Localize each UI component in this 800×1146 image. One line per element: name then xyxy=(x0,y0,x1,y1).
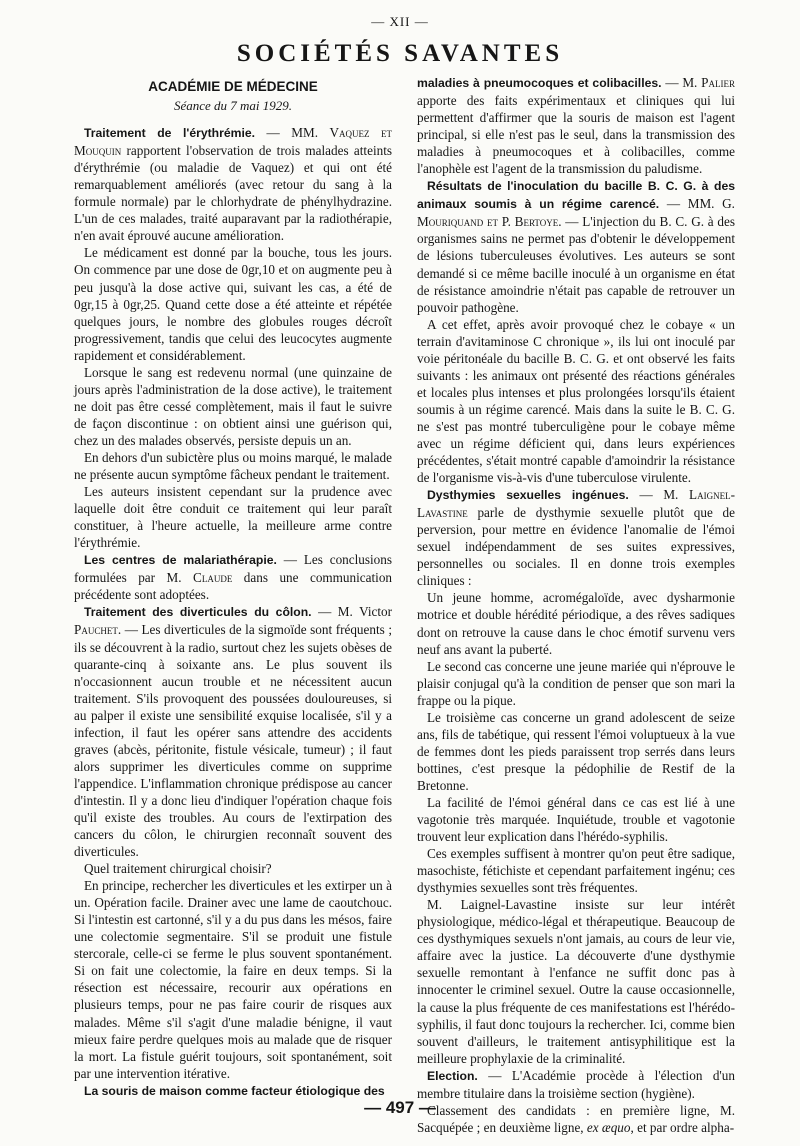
page-header-roman: — XII — xyxy=(371,14,429,29)
article-bcg-p2: A cet effet, après avoir provoqué chez le cobaye « un terrain d'avitaminose C chronique », ils lui ont inoculé par voie péritonéale du bacille B. C. G. et ont observé les faits suivants : les animaux ont présenté des réactions générales et locales plus intenses et plus prolongées lorsqu'ils étaient soumis à un régime carencé. Mais dans la suite le B. C. G. ne s'est pas montré tuberculigène pour le cobaye même avec un régime déficient qui, dans leurs expériences précédentes, s'était montré capable d'amoindrir la résistance de l'organisme vis-à-vis d'une tuberculose virulente. xyxy=(417,316,735,486)
article-heading: Les centres de malariathérapie. xyxy=(84,553,277,568)
section-subtitle: Séance du 7 mai 1929. xyxy=(173,98,293,114)
article-authors: Palier xyxy=(701,75,736,90)
article-text-italic: ex æquo xyxy=(586,1119,631,1135)
article-lead: — MM. G. xyxy=(659,196,735,212)
article-text: — L'injection du B. C. G. à des organismes sains ne permet pas d'obtenir le développement de lésions tuberculeuses évolutives. Les auteurs se sont demandé si ce même bacille inoculé à un organisme en état de résistance amoindrie n'était pas capable de retrouver un pouvoir pathogène. xyxy=(417,214,735,315)
article-heading: Election. xyxy=(427,1068,478,1083)
article-authors: Vaquez et Mouquin xyxy=(74,125,393,159)
article-text: — Les diverticules de la sigmoïde sont fréquents ; ils se découvrent à la radio, surtout chez les sujets obèses de quarante-cinq à soixante ans. Le plus souvent ils n'occasionnent aucun trouble et ne nécessitent aucun traitement. S'ils provoquent des poussées douloureuses, si au palper il existe une sensibilité exquise localisée, s'il y a infection, il faut les opérer sans attendre des accidents graves (abcès, péritonite, fistule vésicale, tumeur) ; il faut alors supprimer les diverticules comme on supprime l'appendice. L'inflammation chronique prédispose au cancer d'intestin. Il y a donc lieu d'indiquer l'opération chaque fois qu'il existe des troubles. Au cours de l'extirpation des cancers du côlon, le chirurgien reconnaît souvent des diverticules. xyxy=(74,622,392,860)
article-election-p1 xyxy=(417,1067,735,1102)
left-column xyxy=(74,72,392,1100)
article-lead: — M. xyxy=(628,487,690,503)
article-bcg-p1 xyxy=(417,177,735,315)
article-dysthymies-p6: Ces exemples suffisent à montrer qu'on peut être sadique, masochiste, fétichiste et cependant parfaitement ingénu; ces dysthymies sexuelles sont très fréquentes. xyxy=(417,846,735,896)
article-heading: maladies à pneumocoques et colibacilles. xyxy=(417,76,662,90)
article-erythremie-p5: Les auteurs insistent cependant sur la prudence avec laquelle doit être conduit ce traitement qui leur paraît constituer, à l'heure actuelle, la meilleure arme contre l'érythrémie. xyxy=(74,484,392,551)
article-dysthymies-p3: Le second cas concerne une jeune mariée qui n'éprouve le plaisir conjugal qu'à la condition de penser que son mari la frappe ou la pique. xyxy=(417,658,735,708)
article-erythremie-p3: Lorsque le sang est redevenu normal (une quinzaine de jours après l'administration de la dose active), le traitement ne doit pas être cessé complètement, mais il faut le suivre de façon discontinue : on obtient ainsi une guérison qui, chez un des malades observés, persiste depuis un an. xyxy=(74,364,392,448)
article-authors: Mouriquand et P. Bertoye. xyxy=(417,214,562,230)
article-malaria xyxy=(74,551,392,603)
article-text: parle de dysthymie sexuelle plutôt que de perversion, pour mettre en évidence l'anomalie de l'émoi sexuel indépendamment de ses suites expressives, personnelles ou sociales. Il en donne trois exemples cliniques : xyxy=(417,505,735,589)
article-erythremie-p2: Le médicament est donné par la bouche, tous les jours. On commence par une dose de 0gr,10 et on augmente peu à peu jusqu'à la dose active qui, suivant les cas, a été de 0gr,15 à 0gr,25. Quand cette dose a été atteinte et répétée quelques jours, le nombre des globules rouges décroît progressivement, tandis que celui des leucocytes augmente rapidement et considérablement. xyxy=(74,245,392,363)
article-text: dans une communication précédente sont adoptées. xyxy=(74,570,393,603)
article-dysthymies-p5: La facilité de l'émoi général dans ce cas est lié à une vagotonie très marquée. Inquiétude, trouble et vagotonie trouvent leur explication dans l'hérédo-syphilis. xyxy=(417,794,735,845)
article-colon-p3: En principe, rechercher les diverticules et les extirper un à un. Opération facile. Drainer avec une lame de caoutchouc. Si l'intestin est cartonné, s'il y a du pus dans les mésos, faire une colectomie segmentaire. S'il se produit une fistule stercorale, celle-ci se ferme le plus souvent spontanément. Si on fait une colectomie, la faire en deux temps. Si la résection est nécessaire, recourir aux opérations en plusieurs temps, pour ne pas faire courir de risques aux malades. Même s'il s'agit d'une maladie bénigne, il vaut mieux faire perdre quelques mois au malade que de risquer la mort. La fistule guérit toujours, soit spontanément, soit par une intervention itérative. xyxy=(74,878,392,1081)
article-erythremie-p1 xyxy=(74,124,392,244)
article-text: apporte des faits expérimentaux et cliniques qui lui permettent d'affirmer que la souris de maison est l'agent principal, si elle n'est pas le seul, dans la transmission des maladies à pneumocoques et à colibacilles, comme l'anophèle est l'agent de la transmission du paludisme. xyxy=(417,93,735,177)
article-heading: Traitement de l'érythrémie. xyxy=(84,126,256,141)
article-dysthymies-p7: M. Laignel-Lavastine insiste sur leur intérêt physiologique, médico-légal et thérapeutique. Beaucoup de ces dysthymiques sexuels n'ont jamais, au cours de leur vie, affaire avec la justice. La découverte d'une dysthymie sexuelle remontant à l'enfance ne suffit donc pas à innocenter le criminel sexuel. Outre la cause occasionnelle, la cause la plus fréquente de ces manifestations est l'hérédo-syphilis, il faut donc toujours la rechercher. Ici, comme bien souvent d'ailleurs, le traitement antisyphilitique est la meilleure prophylaxie de la criminalité. xyxy=(417,897,735,1066)
page-number: — 497 — xyxy=(364,1098,436,1117)
article-souris-p1 xyxy=(417,74,735,177)
article-dysthymies-p4: Le troisième cas concerne un grand adolescent de seize ans, fils de tabétique, qui ressent l'émoi voluptueux à la vue de femmes dont les pieds paraissent trop serrés dans leurs bottines, c'est presque la pédophilie de Restif de la Bretonne. xyxy=(417,709,735,793)
article-erythremie-p4: En dehors d'un subictère plus ou moins marqué, le malade ne présente aucun symptôme fâcheux pendant le traitement. xyxy=(74,449,392,483)
article-heading: Résultats de l'inoculation du bacille B. C. G. à des animaux soumis à un régime carencé. xyxy=(417,179,735,212)
page-title: SOCIÉTÉS SAVANTES xyxy=(236,40,564,67)
article-heading: La souris de maison comme facteur étiologique des xyxy=(84,1083,385,1098)
article-authors: Claude xyxy=(193,570,233,586)
article-text: — Les conclusions formulées par M. xyxy=(74,552,392,586)
article-heading: Dysthymies sexuelles ingénues. xyxy=(427,488,629,503)
article-dysthymies-p1 xyxy=(417,486,735,589)
article-lead: — M. xyxy=(661,75,702,90)
article-authors: Laignel-Lavastine xyxy=(417,487,735,521)
article-heading: Traitement des diverticules du côlon. xyxy=(84,605,312,620)
section-title: ACADÉMIE DE MÉDECINE xyxy=(148,79,318,94)
article-lead: — MM. xyxy=(255,125,330,141)
article-text: — L'Académie procède à l'élection d'un membre titulaire dans la troisième section (hygiène). xyxy=(417,1067,735,1101)
article-text: Classement des candidats : en première ligne, M. Sacquépée ; en deuxième ligne, xyxy=(417,1102,735,1135)
article-text: , et par ordre alpha- xyxy=(630,1119,735,1135)
article-colon-p1 xyxy=(74,603,392,860)
right-column xyxy=(417,74,735,1136)
article-colon-p2: Quel traitement chirurgical choisir? xyxy=(84,861,272,877)
article-authors: Pauchet. xyxy=(74,622,122,638)
article-text: rapportent l'observation de trois malades atteints d'érythrémie (ou maladie de Vaquez) et qui ont été remarquablement améliorés (avec retour du sang à la formule normale) par le chlorhydrate de phénylhydrazine. L'un de ces malades, traité auparavant par la radiothérapie, n'en avait éprouvé aucune amélioration. xyxy=(74,143,392,244)
article-lead: — M. Victor xyxy=(311,604,392,620)
article-dysthymies-p2: Un jeune homme, acromégaloïde, avec dysharmonie motrice et double hérédité périodique, a des rêves sadiques dont on retrouve la cause dans le choc émotif survenu vers neuf ans avant la puberté. xyxy=(417,590,735,657)
